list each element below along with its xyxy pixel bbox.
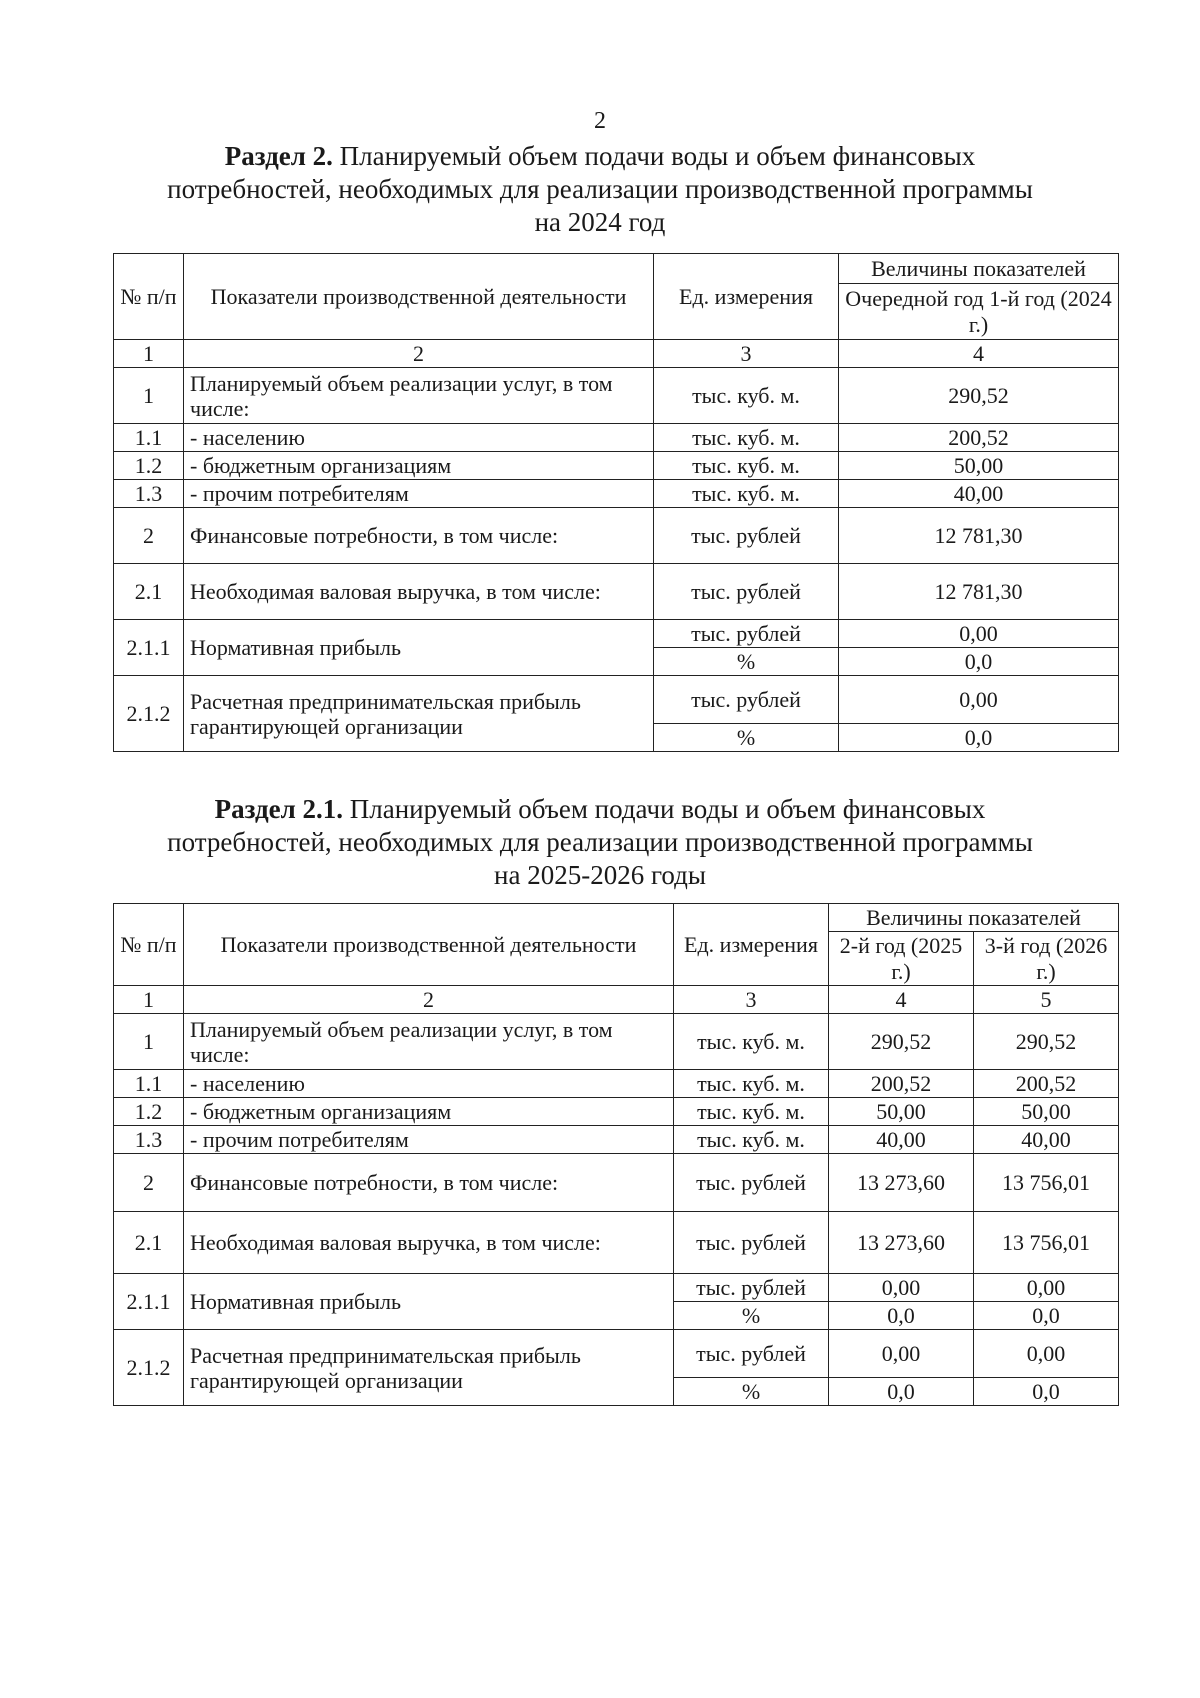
col-number: 2 — [184, 340, 654, 368]
row-value-2025: 0,0 — [829, 1378, 974, 1406]
row-value: 200,52 — [839, 424, 1119, 452]
row-value: 0,0 — [839, 648, 1119, 676]
row-unit: тыс. рублей — [674, 1330, 829, 1378]
row-num: 2 — [114, 1154, 184, 1212]
row-num: 2.1.1 — [114, 1274, 184, 1330]
row-num: 2.1 — [114, 564, 184, 620]
row-value-2026: 290,52 — [974, 1014, 1119, 1070]
row-unit: тыс. куб. м. — [674, 1014, 829, 1070]
section1-title — [120, 140, 1080, 239]
col-number: 4 — [839, 340, 1119, 368]
row-unit: тыс. рублей — [654, 676, 839, 724]
table-row — [114, 1274, 1119, 1302]
table-row — [114, 1126, 1119, 1154]
row-unit: тыс. рублей — [654, 508, 839, 564]
row-num: 2.1.2 — [114, 1330, 184, 1406]
row-value: 12 781,30 — [839, 564, 1119, 620]
row-unit: % — [674, 1302, 829, 1330]
header-unit: Ед. измерения — [654, 254, 839, 340]
row-num: 1 — [114, 368, 184, 424]
row-num: 2.1.1 — [114, 620, 184, 676]
header-unit: Ед. измерения — [674, 904, 829, 986]
col-number: 1 — [114, 986, 184, 1014]
row-name: Финансовые потребности, в том числе: — [184, 1154, 674, 1212]
section2-title-bold: Раздел 2.1. — [214, 794, 343, 824]
row-name: Планируемый объем реализации услуг, в том числе: — [184, 368, 654, 424]
row-unit: тыс. куб. м. — [654, 424, 839, 452]
row-value-2025: 0,00 — [829, 1330, 974, 1378]
col-number: 2 — [184, 986, 674, 1014]
col-number: 1 — [114, 340, 184, 368]
header-year2: 2-й год (2025 г.) — [829, 932, 974, 986]
section2-title-line3: на 2025-2026 годы — [494, 860, 706, 890]
row-num: 2 — [114, 508, 184, 564]
row-unit: % — [654, 648, 839, 676]
table-row — [114, 424, 1119, 452]
row-unit: % — [654, 724, 839, 752]
table-row — [114, 1154, 1119, 1212]
header-year3: 3-й год (2026 г.) — [974, 932, 1119, 986]
row-value-2025: 40,00 — [829, 1126, 974, 1154]
row-num: 1.3 — [114, 480, 184, 508]
header-values-group: Величины показателей — [829, 904, 1119, 932]
table-row — [114, 368, 1119, 424]
row-name: Необходимая валовая выручка, в том числе: — [184, 564, 654, 620]
row-name: - бюджетным организациям — [184, 1098, 674, 1126]
table-row — [114, 508, 1119, 564]
row-value-2025: 290,52 — [829, 1014, 974, 1070]
row-num: 1.1 — [114, 424, 184, 452]
row-value: 0,00 — [839, 620, 1119, 648]
row-value: 0,00 — [839, 676, 1119, 724]
row-name: - бюджетным организациям — [184, 452, 654, 480]
section2-title — [120, 793, 1080, 892]
row-value: 290,52 — [839, 368, 1119, 424]
row-num: 1.2 — [114, 452, 184, 480]
column-numbers-row — [114, 340, 1119, 368]
header-num: № п/п — [114, 254, 184, 340]
row-unit: тыс. куб. м. — [654, 368, 839, 424]
row-value-2025: 13 273,60 — [829, 1212, 974, 1274]
row-unit: тыс. рублей — [674, 1274, 829, 1302]
row-num: 1 — [114, 1014, 184, 1070]
row-name: - прочим потребителям — [184, 1126, 674, 1154]
col-number: 3 — [654, 340, 839, 368]
row-name: Расчетная предпринимательская прибыль гарантирующей организации — [184, 676, 654, 752]
row-value: 12 781,30 — [839, 508, 1119, 564]
row-value: 0,0 — [839, 724, 1119, 752]
row-unit: тыс. куб. м. — [654, 452, 839, 480]
row-name: - населению — [184, 1070, 674, 1098]
section1-title-line3: на 2024 год — [534, 207, 666, 237]
section2-table — [113, 903, 1119, 1406]
column-numbers-row — [114, 986, 1119, 1014]
col-number: 3 — [674, 986, 829, 1014]
row-num: 1.1 — [114, 1070, 184, 1098]
table-row — [114, 1212, 1119, 1274]
row-name: Финансовые потребности, в том числе: — [184, 508, 654, 564]
col-number: 5 — [974, 986, 1119, 1014]
row-value-2026: 0,00 — [974, 1274, 1119, 1302]
table-row — [114, 452, 1119, 480]
header-year1: Очередной год 1-й год (2024 г.) — [839, 284, 1119, 340]
row-name: - населению — [184, 424, 654, 452]
row-value-2026: 13 756,01 — [974, 1154, 1119, 1212]
row-value-2025: 200,52 — [829, 1070, 974, 1098]
header-num: № п/п — [114, 904, 184, 986]
row-unit: тыс. рублей — [654, 564, 839, 620]
row-num: 1.3 — [114, 1126, 184, 1154]
page-number: 2 — [594, 108, 606, 134]
row-name: Расчетная предпринимательская прибыль гарантирующей организации — [184, 1330, 674, 1406]
section1-title-bold: Раздел 2. — [224, 141, 333, 171]
table-row — [114, 620, 1119, 648]
row-num: 2.1 — [114, 1212, 184, 1274]
table-row — [114, 1098, 1119, 1126]
section2-title-line2: потребностей, необходимых для реализации производственной программы — [167, 827, 1033, 857]
section2-title-line1: Планируемый объем подачи воды и объем финансовых — [343, 794, 986, 824]
row-value-2025: 13 273,60 — [829, 1154, 974, 1212]
row-unit: тыс. куб. м. — [674, 1126, 829, 1154]
row-value-2025: 0,00 — [829, 1274, 974, 1302]
header-values-group: Величины показателей — [839, 254, 1119, 284]
row-num: 2.1.2 — [114, 676, 184, 752]
row-unit: % — [674, 1378, 829, 1406]
row-unit: тыс. рублей — [674, 1212, 829, 1274]
row-unit: тыс. куб. м. — [654, 480, 839, 508]
header-indicator: Показатели производственной деятельности — [184, 254, 654, 340]
row-unit: тыс. куб. м. — [674, 1070, 829, 1098]
row-name: - прочим потребителям — [184, 480, 654, 508]
row-value: 50,00 — [839, 452, 1119, 480]
header-indicator: Показатели производственной деятельности — [184, 904, 674, 986]
row-name: Нормативная прибыль — [184, 620, 654, 676]
row-value-2026: 50,00 — [974, 1098, 1119, 1126]
section1-title-line2: потребностей, необходимых для реализации производственной программы — [167, 174, 1033, 204]
row-name: Планируемый объем реализации услуг, в том числе: — [184, 1014, 674, 1070]
row-value-2026: 0,0 — [974, 1302, 1119, 1330]
row-value-2025: 50,00 — [829, 1098, 974, 1126]
row-value-2026: 200,52 — [974, 1070, 1119, 1098]
row-unit: тыс. рублей — [674, 1154, 829, 1212]
row-unit: тыс. куб. м. — [674, 1098, 829, 1126]
table-row — [114, 1014, 1119, 1070]
col-number: 4 — [829, 986, 974, 1014]
row-value: 40,00 — [839, 480, 1119, 508]
row-unit: тыс. рублей — [654, 620, 839, 648]
row-name: Нормативная прибыль — [184, 1274, 674, 1330]
row-value-2026: 0,0 — [974, 1378, 1119, 1406]
section1-table — [113, 253, 1119, 752]
table-row — [114, 564, 1119, 620]
row-value-2026: 0,00 — [974, 1330, 1119, 1378]
row-name: Необходимая валовая выручка, в том числе: — [184, 1212, 674, 1274]
table-row — [114, 480, 1119, 508]
row-value-2026: 13 756,01 — [974, 1212, 1119, 1274]
row-value-2026: 40,00 — [974, 1126, 1119, 1154]
table-row — [114, 1330, 1119, 1378]
row-value-2025: 0,0 — [829, 1302, 974, 1330]
table-row — [114, 1070, 1119, 1098]
section1-title-line1: Планируемый объем подачи воды и объем финансовых — [332, 141, 976, 171]
table-row — [114, 676, 1119, 724]
row-num: 1.2 — [114, 1098, 184, 1126]
